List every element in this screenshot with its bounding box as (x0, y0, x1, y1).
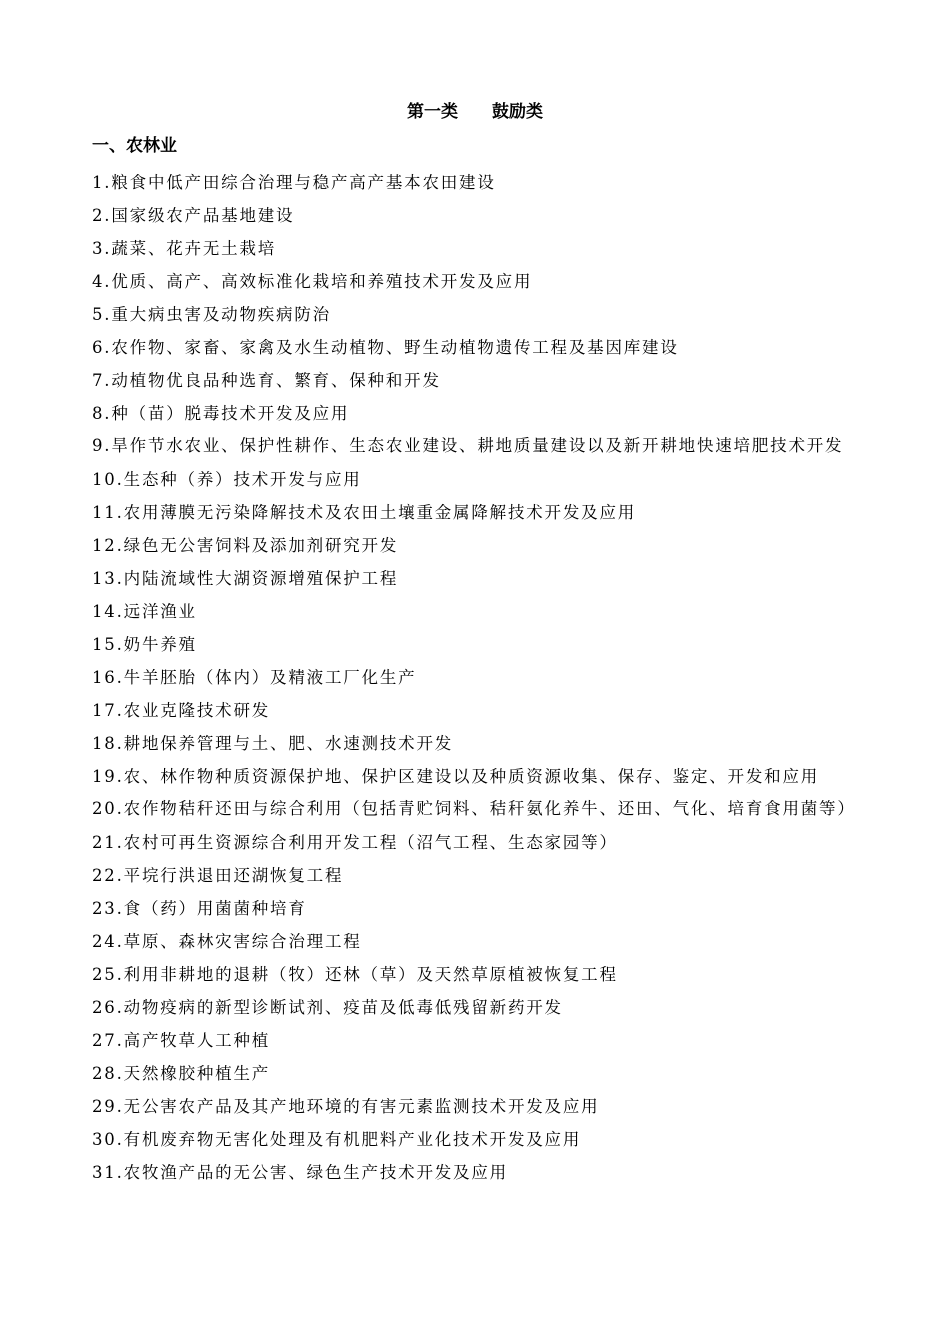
document-title: 第一类 鼓励类 (407, 102, 543, 122)
list-item: 3.蔬菜、花卉无土栽培 (92, 239, 277, 258)
list-item: 26.动物疫病的新型诊断试剂、疫苗及低毒低残留新药开发 (92, 998, 563, 1017)
list-item: 15.奶牛养殖 (92, 635, 197, 654)
list-item: 30.有机废弃物无害化处理及有机肥料产业化技术开发及应用 (92, 1130, 582, 1149)
list-item: 13.内陆流域性大湖资源增殖保护工程 (92, 569, 399, 588)
list-item: 17.农业克隆技术研发 (92, 701, 271, 720)
list-item: 21.农村可再生资源综合利用开发工程（沼气工程、生态家园等） (92, 833, 618, 852)
list-item: 29.无公害农产品及其产地环境的有害元素监测技术开发及应用 (92, 1097, 600, 1116)
list-item: 24.草原、森林灾害综合治理工程 (92, 932, 362, 951)
list-item: 19.农、林作物种质资源保护地、保护区建设以及种质资源收集、保存、鉴定、开发和应用 (92, 767, 820, 786)
list-item: 5.重大病虫害及动物疾病防治 (92, 305, 331, 324)
list-item: 22.平垸行洪退田还湖恢复工程 (92, 866, 344, 885)
item-list (92, 166, 862, 1189)
list-item: 1.粮食中低产田综合治理与稳产高产基本农田建设 (92, 173, 496, 192)
list-item: 20.农作物秸秆还田与综合利用（包括青贮饲料、秸秆氨化养牛、还田、气化、培育食用菌等） (92, 799, 856, 818)
list-item: 4.优质、高产、高效标准化栽培和养殖技术开发及应用 (92, 272, 533, 291)
list-item: 28.天然橡胶种植生产 (92, 1064, 271, 1083)
list-item: 8.种（苗）脱毒技术开发及应用 (92, 404, 350, 423)
list-item: 16.牛羊胚胎（体内）及精液工厂化生产 (92, 668, 417, 687)
list-item: 31.农牧渔产品的无公害、绿色生产技术开发及应用 (92, 1163, 508, 1182)
list-item: 9.旱作节水农业、保护性耕作、生态农业建设、耕地质量建设以及新开耕地快速培肥技术开发 (92, 436, 844, 455)
list-item: 6.农作物、家畜、家禽及水生动植物、野生动植物遗传工程及基因库建设 (92, 338, 679, 357)
list-item: 10.生态种（养）技术开发与应用 (92, 470, 362, 489)
list-item: 2.国家级农产品基地建设 (92, 206, 295, 225)
list-item: 7.动植物优良品种选育、繁育、保种和开发 (92, 371, 441, 390)
list-item: 14.远洋渔业 (92, 602, 197, 621)
section-heading: 一、农林业 (92, 136, 177, 156)
list-item: 18.耕地保养管理与土、肥、水速测技术开发 (92, 734, 454, 753)
list-item: 12.绿色无公害饲料及添加剂研究开发 (92, 536, 399, 555)
list-item: 25.利用非耕地的退耕（牧）还林（草）及天然草原植被恢复工程 (92, 965, 618, 984)
list-item: 11.农用薄膜无污染降解技术及农田土壤重金属降解技术开发及应用 (92, 503, 637, 522)
list-item: 23.食（药）用菌菌种培育 (92, 899, 307, 918)
list-item: 27.高产牧草人工种植 (92, 1031, 271, 1050)
